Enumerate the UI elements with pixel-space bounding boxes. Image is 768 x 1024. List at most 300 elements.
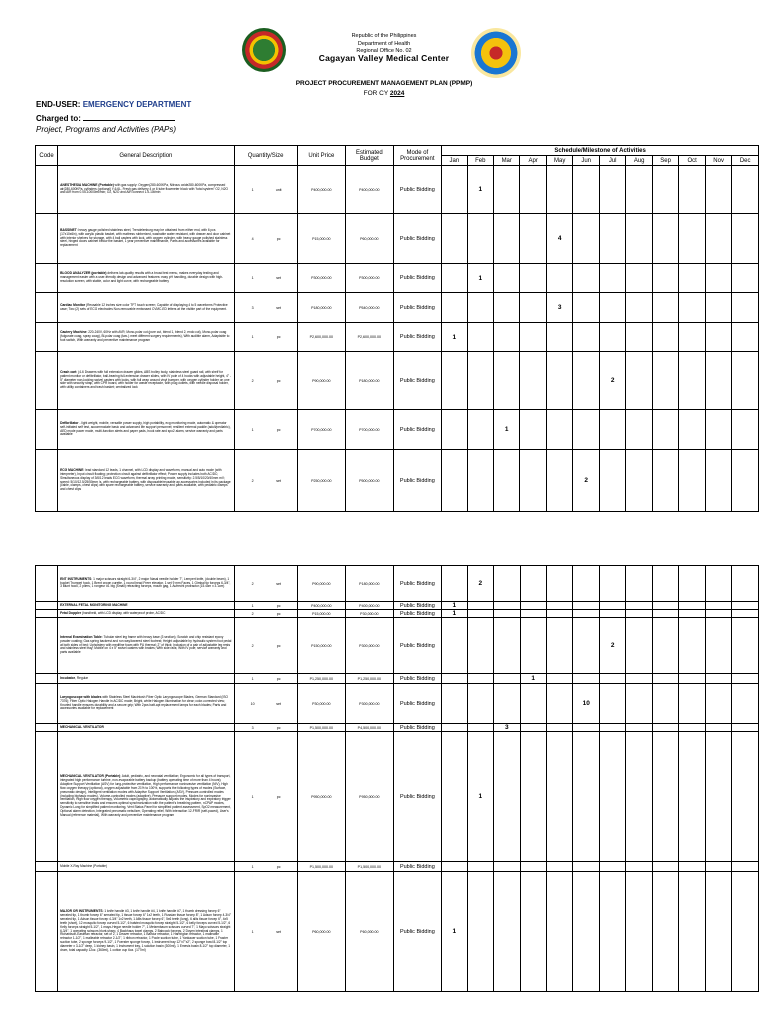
month-cell-jun (573, 293, 599, 323)
month-cell-sep (652, 684, 678, 724)
month-cell-apr (520, 872, 546, 992)
month-header-aug: Aug (626, 156, 652, 166)
month-cell-dec (732, 684, 759, 724)
month-cell-feb (467, 862, 493, 872)
month-cell-oct (679, 724, 705, 732)
month-cell-apr (520, 352, 546, 410)
month-cell-mar (494, 166, 520, 214)
budget-cell: P4,500,000.00 (346, 724, 393, 732)
mode-cell: Public Bidding (393, 264, 442, 293)
unit-price-cell: P15,000.00 (297, 214, 346, 264)
description-cell (58, 862, 235, 872)
month-cell-jul (599, 410, 625, 450)
unit-price-cell: P150,000.00 (297, 618, 346, 674)
code-cell (36, 732, 58, 862)
month-cell-jun (573, 352, 599, 410)
quantity-value: 2 (251, 643, 254, 648)
quantity-cell (234, 610, 297, 618)
code-cell (36, 602, 58, 610)
item-title: MECHANICAL VENTILATOR (Portable) (60, 774, 121, 779)
item-body: : (4-6 Drawers with full extension drawer glides, ABS trolley body, stainless steel guard rail, with shelf for patient monitor or defibrillator, ball-bearing full-extension drawer slides, with IV pole of 4 hooks with adjustable height, 4" - 5" diameter non-locking swivel casters with locks, with full wrap around vinyl bumper, with oxygen cylinder holder on one side with security strap, with CPR board, with holder for waste receptacle, with plug outlets, with needle disposal holder, with utility containers and trash basket; centralized lock (60, 369, 231, 390)
month-cell-jan (442, 352, 467, 410)
month-cell-sep (652, 166, 678, 214)
table-row (36, 862, 759, 872)
month-cell-nov (705, 602, 731, 610)
mode-cell: Public Bidding (393, 352, 442, 410)
month-cell-jan (442, 214, 467, 264)
month-cell-jun (573, 674, 599, 684)
description-cell (58, 872, 235, 992)
month-cell-oct (679, 610, 705, 618)
month-cell-mar (494, 732, 520, 862)
month-cell-sep (652, 264, 678, 293)
item-body: - light weight, mobile, versatile power supply, high portability, ecg monitoring mode, automatic & operator self-initiated self test, accommodate basic and advanced life support personnel; resilient external paddle (adult/pediatric), AED mode pacer mode, multi-function alerts and paper pads, hook rate and spo2 alarm, service warranty and parts available (60, 420, 231, 437)
month-cell-dec (732, 450, 759, 512)
month-cell-dec (732, 602, 759, 610)
month-cell-aug (626, 323, 652, 352)
charged-to-label: Charged to: (36, 114, 81, 123)
quantity-value: 2 (251, 581, 254, 586)
month-header-oct: Oct (679, 156, 705, 166)
item-title: ECG MACHINE (60, 467, 84, 472)
item-body: (handheld, with LCD display, with waterproof probe, AC/DC (81, 610, 166, 615)
mode-cell: Public Bidding (393, 450, 442, 512)
description-cell (58, 293, 235, 323)
budget-cell: P300,000.00 (346, 264, 393, 293)
month-cell-may (546, 264, 572, 293)
month-cell-jan (442, 566, 467, 602)
mode-cell: Public Bidding (393, 602, 442, 610)
quantity-value: 2 (251, 611, 254, 616)
quantity-cell (234, 602, 297, 610)
col-schedule: Schedule/Milestone of Activities (442, 146, 759, 156)
table-row (36, 323, 759, 352)
quantity-value: 1 (251, 187, 254, 192)
month-cell-feb (467, 602, 493, 610)
month-cell-dec (732, 724, 759, 732)
quantity-value: 1 (251, 335, 254, 339)
month-cell-mar (494, 293, 520, 323)
month-cell-aug (626, 724, 652, 732)
unit-price-cell: P950,000.00 (297, 732, 346, 862)
month-cell-feb: 1 (467, 264, 493, 293)
quantity-unit: pc (276, 794, 281, 799)
quantity-cell (234, 410, 297, 450)
table-row (36, 872, 759, 992)
month-cell-aug (626, 862, 652, 872)
month-cell-sep (652, 724, 678, 732)
item-body: : heavy gauge polished stainless steel, Trendelenburg may be obtained from either end, with 6 pcs (17x10x6in), with acrylic plastic basket, with mattress rubberized, washable water resistant, with drawer and door cabinet with interior shelves for storage, with 4 ball casters with lock, with oxygen cylinder, with heavy gauge polished stainless steel, hinged doors cabinet below the basket, 1 year preventive maintenance, Parts and accessories available for replacement (60, 227, 231, 248)
quantity-value: 1 (251, 794, 254, 799)
col-code: Code (36, 146, 58, 166)
month-cell-mar (494, 352, 520, 410)
budget-cell: P60,000.00 (346, 872, 393, 992)
month-cell-jul: 2 (599, 352, 625, 410)
month-cell-may (546, 872, 572, 992)
month-cell-jan (442, 450, 467, 512)
quantity-cell (234, 732, 297, 862)
month-header-apr: Apr (520, 156, 546, 166)
month-cell-nov (705, 674, 731, 684)
month-cell-may (546, 323, 572, 352)
month-cell-mar (494, 450, 520, 512)
month-header-feb: Feb (467, 156, 493, 166)
month-cell-oct (679, 862, 705, 872)
month-cell-jun (573, 724, 599, 732)
description-cell (58, 732, 235, 862)
col-unit-price: Unit Price (297, 146, 346, 166)
month-cell-jan (442, 166, 467, 214)
quantity-cell (234, 352, 297, 410)
unit-price-cell: P1,500,000.00 (297, 724, 346, 732)
month-cell-feb (467, 610, 493, 618)
month-cell-mar (494, 264, 520, 293)
quantity-cell (234, 264, 297, 293)
month-cell-nov (705, 684, 731, 724)
month-cell-sep (652, 610, 678, 618)
item-body: ; Adult, pediatric, and neonatal ventilation; Ergonomic for all types of transport, integrated high performance turbine, non-evaporable battery backup (battery operating time of more than 4 hours); Adaptive Support Ventilation (ASV) for lung-protective ventilation, High performance noninvasive ventilation (NIV), High flow oxygen therapy (optional), oxygen adjustable from 21% to 100%, supports the following types of modes (Surface, pneumatic design), Intelligent ventilation modes with Adaptive Support Ventilation (ASV), Pressure-controlled modes (including biphasic modes), Volume-controlled modes (adaptive), Pressure support modes, Modes for noninvasive ventilation, High flow oxygen therapy, Volumetric capnography, automatically adjusts the inspiratory and expiratory trigger sensitivity to sensitive leaks and ensures optimal synchronization with the patient's breathing pattern, nCPAP modes, Dynamic Lung for simplified patient monitoring, Vent Status Panel for simplified patient assessment, SpO2 measurement, Optional alarm detection, Integrated pneumatic nebulizer, Operating relief, With interaction 12-FRIR (self-paced), User's Manual (reference material), With warranty and preventive maintenance program (60, 774, 231, 817)
quantity-value: 1 (251, 276, 254, 280)
month-cell-feb (467, 674, 493, 684)
month-cell-may (546, 166, 572, 214)
month-cell-feb: 1 (467, 732, 493, 862)
month-cell-jul (599, 566, 625, 602)
month-cell-may (546, 602, 572, 610)
unit-price-cell: P30,000.00 (297, 684, 346, 724)
month-cell-dec (732, 166, 759, 214)
quantity-value: 2 (251, 378, 254, 383)
quantity-unit: set (276, 305, 281, 310)
month-cell-nov (705, 293, 731, 323)
code-cell (36, 264, 58, 293)
table-row (36, 166, 759, 214)
item-title: MAJOR OR INSTRUMENTS (60, 909, 103, 914)
month-cell-jan (442, 410, 467, 450)
description-cell (58, 618, 235, 674)
mode-cell: Public Bidding (393, 410, 442, 450)
month-cell-jul (599, 166, 625, 214)
code-cell (36, 323, 58, 352)
month-cell-oct (679, 264, 705, 293)
quantity-cell (234, 684, 297, 724)
month-cell-aug (626, 602, 652, 610)
budget-cell: P1,500,000.00 (346, 862, 393, 872)
quantity-unit: set (276, 478, 281, 483)
mode-cell: Public Bidding (393, 610, 442, 618)
month-cell-mar (494, 610, 520, 618)
description-cell (58, 352, 235, 410)
table-row (36, 684, 759, 724)
month-cell-oct (679, 214, 705, 264)
code-cell (36, 862, 58, 872)
code-cell (36, 610, 58, 618)
quantity-value: 1 (251, 603, 254, 608)
month-cell-jun (573, 602, 599, 610)
month-cell-oct (679, 602, 705, 610)
table-row (36, 410, 759, 450)
month-cell-nov (705, 724, 731, 732)
month-cell-jan (442, 264, 467, 293)
mode-cell: Public Bidding (393, 872, 442, 992)
month-cell-oct (679, 684, 705, 724)
mode-cell: Public Bidding (393, 674, 442, 684)
quantity-value: 2 (251, 478, 254, 483)
unit-price-cell: P1,250,000.00 (297, 674, 346, 684)
item-title: BLOOD ANALYZER (portable) (60, 271, 107, 276)
quantity-cell (234, 323, 297, 352)
code-cell (36, 872, 58, 992)
month-cell-dec (732, 872, 759, 992)
month-header-mar: Mar (494, 156, 520, 166)
ppmp-table-page-1 (35, 145, 759, 512)
budget-cell: P500,000.00 (346, 450, 393, 512)
month-cell-nov (705, 410, 731, 450)
month-cell-jan: 1 (442, 602, 467, 610)
item-title: Internal Examination Table (60, 634, 102, 639)
month-cell-may (546, 618, 572, 674)
table-row (36, 293, 759, 323)
item-title: EXTERNAL FETAL MONITORING MACHINE (60, 602, 128, 607)
region-text: Regional Office No. 02 (356, 48, 412, 54)
for-cy (0, 90, 768, 97)
month-cell-feb: 1 (467, 166, 493, 214)
description-cell (58, 610, 235, 618)
item-body: delivers lab-quality results with a broad test menu, makes everyday testing and management easier with a user-friendly design and advanced features: easy pH handling, durable design with high-resolution screen, with stable, color and light curve, with rechargeable battery (60, 271, 224, 283)
month-cell-aug (626, 214, 652, 264)
month-cell-oct (679, 566, 705, 602)
month-cell-nov (705, 323, 731, 352)
month-cell-may (546, 410, 572, 450)
mode-cell: Public Bidding (393, 214, 442, 264)
month-cell-dec (732, 214, 759, 264)
budget-cell: P180,000.00 (346, 566, 393, 602)
quantity-unit: pc (276, 378, 281, 383)
month-cell-dec (732, 352, 759, 410)
month-cell-aug (626, 293, 652, 323)
month-cell-oct (679, 166, 705, 214)
item-body: : Tubular steel leg frame with heavy base (3 section); Scratch and chip resistant epoxy powder coating; Gas spring backrest and run way/lowered steel footrest; Height adjustable by hydraulic system foot pedal at both sides of bed; Upholstery with medifine foam with PU thermal; 2" of thick; Inclusion of a pair of adjustable leg rests and stainless steel tray; Mobile on 4 x 5" swivel casters with brakes; With side rails; With IV pole; service warranty and parts available (60, 634, 232, 655)
document-title: PROJECT PROCUREMENT MANAGEMENT PLAN (PPMP) (295, 80, 473, 87)
month-cell-mar (494, 323, 520, 352)
month-cell-nov (705, 166, 731, 214)
month-cell-may (546, 862, 572, 872)
month-cell-feb (467, 684, 493, 724)
code-cell (36, 166, 58, 214)
code-cell (36, 352, 58, 410)
month-cell-apr (520, 166, 546, 214)
month-cell-jan (442, 674, 467, 684)
description-cell (58, 674, 235, 684)
month-cell-oct (679, 732, 705, 862)
month-cell-may: 3 (546, 293, 572, 323)
month-cell-nov (705, 610, 731, 618)
month-cell-jan (442, 732, 467, 862)
month-cell-apr (520, 323, 546, 352)
charged-to-blank (83, 113, 175, 121)
month-cell-aug (626, 732, 652, 862)
budget-cell: P950,000.00 (346, 732, 393, 862)
quantity-cell (234, 450, 297, 512)
quantity-cell (234, 872, 297, 992)
item-title: ANESTHESIA MACHINE (Portable) (60, 182, 114, 187)
month-cell-apr (520, 610, 546, 618)
unit-price-cell: P300,000.00 (297, 264, 346, 293)
table-row (36, 214, 759, 264)
month-cell-jun (573, 566, 599, 602)
month-cell-sep (652, 566, 678, 602)
month-cell-may (546, 610, 572, 618)
month-cell-jan (442, 724, 467, 732)
month-cell-jul (599, 684, 625, 724)
month-cell-sep (652, 410, 678, 450)
month-header-sep: Sep (652, 156, 678, 166)
month-cell-feb (467, 450, 493, 512)
end-user-line (36, 100, 191, 109)
mode-cell: Public Bidding (393, 293, 442, 323)
item-title: MECHANICAL VENTILATOR (60, 724, 104, 729)
month-cell-aug (626, 264, 652, 293)
month-cell-feb (467, 352, 493, 410)
month-cell-feb (467, 618, 493, 674)
month-cell-apr (520, 602, 546, 610)
quantity-cell (234, 618, 297, 674)
item-body: : 1 major scissors straight 6-3/4", 2 major Nasal needle holder 7", Lempert knife, (double beam), 1 bucket Trumpet hook, 1 Brent crown curette, 1 round head Freer elevator, 1 set 9 mm Faces, 1 Gimbal tip forceps 6-3/4", 3 Blunt hook, 2 pliers, 1 rongeur #1 big (Small) retracting forceps, mouth gag, 1 Aufrecht protractor (15.4cm x 3.1cm) (60, 576, 231, 589)
code-cell (36, 450, 58, 512)
month-cell-may (546, 450, 572, 512)
quantity-unit: set (276, 701, 282, 706)
month-cell-jul (599, 214, 625, 264)
month-cell-jun: 10 (573, 684, 599, 724)
month-cell-mar (494, 674, 520, 684)
month-cell-sep (652, 618, 678, 674)
month-cell-jul (599, 724, 625, 732)
month-cell-mar (494, 618, 520, 674)
month-cell-may (546, 684, 572, 724)
month-cell-aug (626, 166, 652, 214)
budget-cell: P300,000.00 (346, 684, 393, 724)
item-title: Laryngoscope with blades (60, 694, 102, 699)
code-cell (36, 674, 58, 684)
item-title: ENT INSTRUMENTS (60, 576, 92, 581)
month-cell-jun (573, 264, 599, 293)
month-cell-dec (732, 293, 759, 323)
item-body: Mobile X-Ray Machine (Portable) (60, 863, 108, 868)
end-user-value: EMERGENCY DEPARTMENT (82, 100, 192, 109)
description-cell (58, 724, 235, 732)
quantity-cell (234, 566, 297, 602)
month-cell-jun (573, 610, 599, 618)
month-cell-oct (679, 618, 705, 674)
month-cell-jun (573, 410, 599, 450)
month-cell-jan: 1 (442, 872, 467, 992)
department-text: Department of Health (357, 41, 411, 47)
table-row (36, 724, 759, 732)
code-cell (36, 214, 58, 264)
table-row (36, 450, 759, 512)
mode-cell: Public Bidding (393, 166, 442, 214)
month-cell-apr (520, 450, 546, 512)
item-title: Fetal Doppler (60, 610, 82, 615)
budget-cell: P30,000.00 (346, 610, 393, 618)
quantity-unit: pc (276, 427, 281, 432)
month-cell-may (546, 566, 572, 602)
month-cell-apr: 1 (520, 674, 546, 684)
month-cell-dec (732, 566, 759, 602)
col-description: General Description (58, 146, 235, 166)
budget-cell: P540,000.00 (346, 293, 393, 323)
item-body: : 220-240V, 60Hz with AVR; Mono-polar cut (pure cut, blend 1, blend 2, endo cut), Mono-polar coag (fulgurate coag, spray coag), Bi-polar coag (two-) meet different surgery requirements), With audible alarm, Adaptable to foot switch, With warranty and preventive maintenance program (60, 330, 230, 342)
month-cell-apr (520, 862, 546, 872)
month-cell-dec (732, 264, 759, 293)
month-cell-feb (467, 293, 493, 323)
month-cell-nov (705, 618, 731, 674)
item-title: Cardiac Monitor (60, 302, 86, 307)
quantity-unit: unit (275, 187, 282, 192)
month-cell-oct (679, 293, 705, 323)
month-cell-mar (494, 684, 520, 724)
month-cell-jul (599, 610, 625, 618)
month-cell-jan: 1 (442, 610, 467, 618)
mode-cell: Public Bidding (393, 724, 442, 732)
month-cell-jul (599, 323, 625, 352)
month-cell-jul (599, 264, 625, 293)
month-cell-nov (705, 862, 731, 872)
month-cell-jul (599, 732, 625, 862)
month-cell-aug (626, 684, 652, 724)
month-cell-dec (732, 862, 759, 872)
description-cell (58, 602, 235, 610)
item-title: Defibrillator (60, 420, 79, 425)
item-body: with gas supply: Oxygen(280-600KPa, Nitrous oxide280-600KPa, compressed air(280-600KPa, cylinders (optional) Y-6.6L, Fresh gas delivery 4 or 6 tube flowmeter block with "total system" O2, N2O and AIR from 0.05-10000ml/min; O2, N2O and AIR connect 1.5-10l/min (60, 182, 228, 195)
month-cell-sep (652, 450, 678, 512)
month-cell-aug (626, 566, 652, 602)
month-cell-may (546, 352, 572, 410)
col-estimated-budget: Estimated Budget (346, 146, 393, 166)
quantity-value: 1 (251, 676, 254, 681)
month-cell-feb (467, 214, 493, 264)
table-row (36, 732, 759, 862)
month-cell-nov (705, 732, 731, 862)
month-cell-sep (652, 872, 678, 992)
month-cell-dec (732, 610, 759, 618)
description-cell (58, 450, 235, 512)
item-title: BASSINET (60, 227, 77, 232)
month-cell-oct (679, 450, 705, 512)
unit-price-cell: P700,000.00 (297, 410, 346, 450)
republic-text: Republic of the Philippines (351, 33, 417, 39)
description-cell (58, 166, 235, 214)
year-value: 2024 (389, 90, 405, 97)
mode-cell: Public Bidding (393, 862, 442, 872)
quantity-value: 3 (251, 305, 254, 310)
unit-price-cell: P180,000.00 (297, 293, 346, 323)
month-header-jan: Jan (442, 156, 467, 166)
month-cell-jun: 2 (573, 450, 599, 512)
description-cell (58, 264, 235, 293)
month-cell-jan (442, 293, 467, 323)
unit-price-cell: P15,000.00 (297, 610, 346, 618)
quantity-value: 1 (251, 929, 254, 934)
item-title: Cautery Machine (60, 330, 87, 335)
unit-price-cell: P60,000.00 (297, 872, 346, 992)
budget-cell: P2,600,000.00 (346, 323, 393, 352)
charged-to-line (36, 113, 175, 123)
month-header-dec: Dec (732, 156, 759, 166)
month-cell-dec (732, 323, 759, 352)
month-cell-nov (705, 352, 731, 410)
month-cell-jun (573, 166, 599, 214)
quantity-unit: pc (276, 335, 281, 339)
